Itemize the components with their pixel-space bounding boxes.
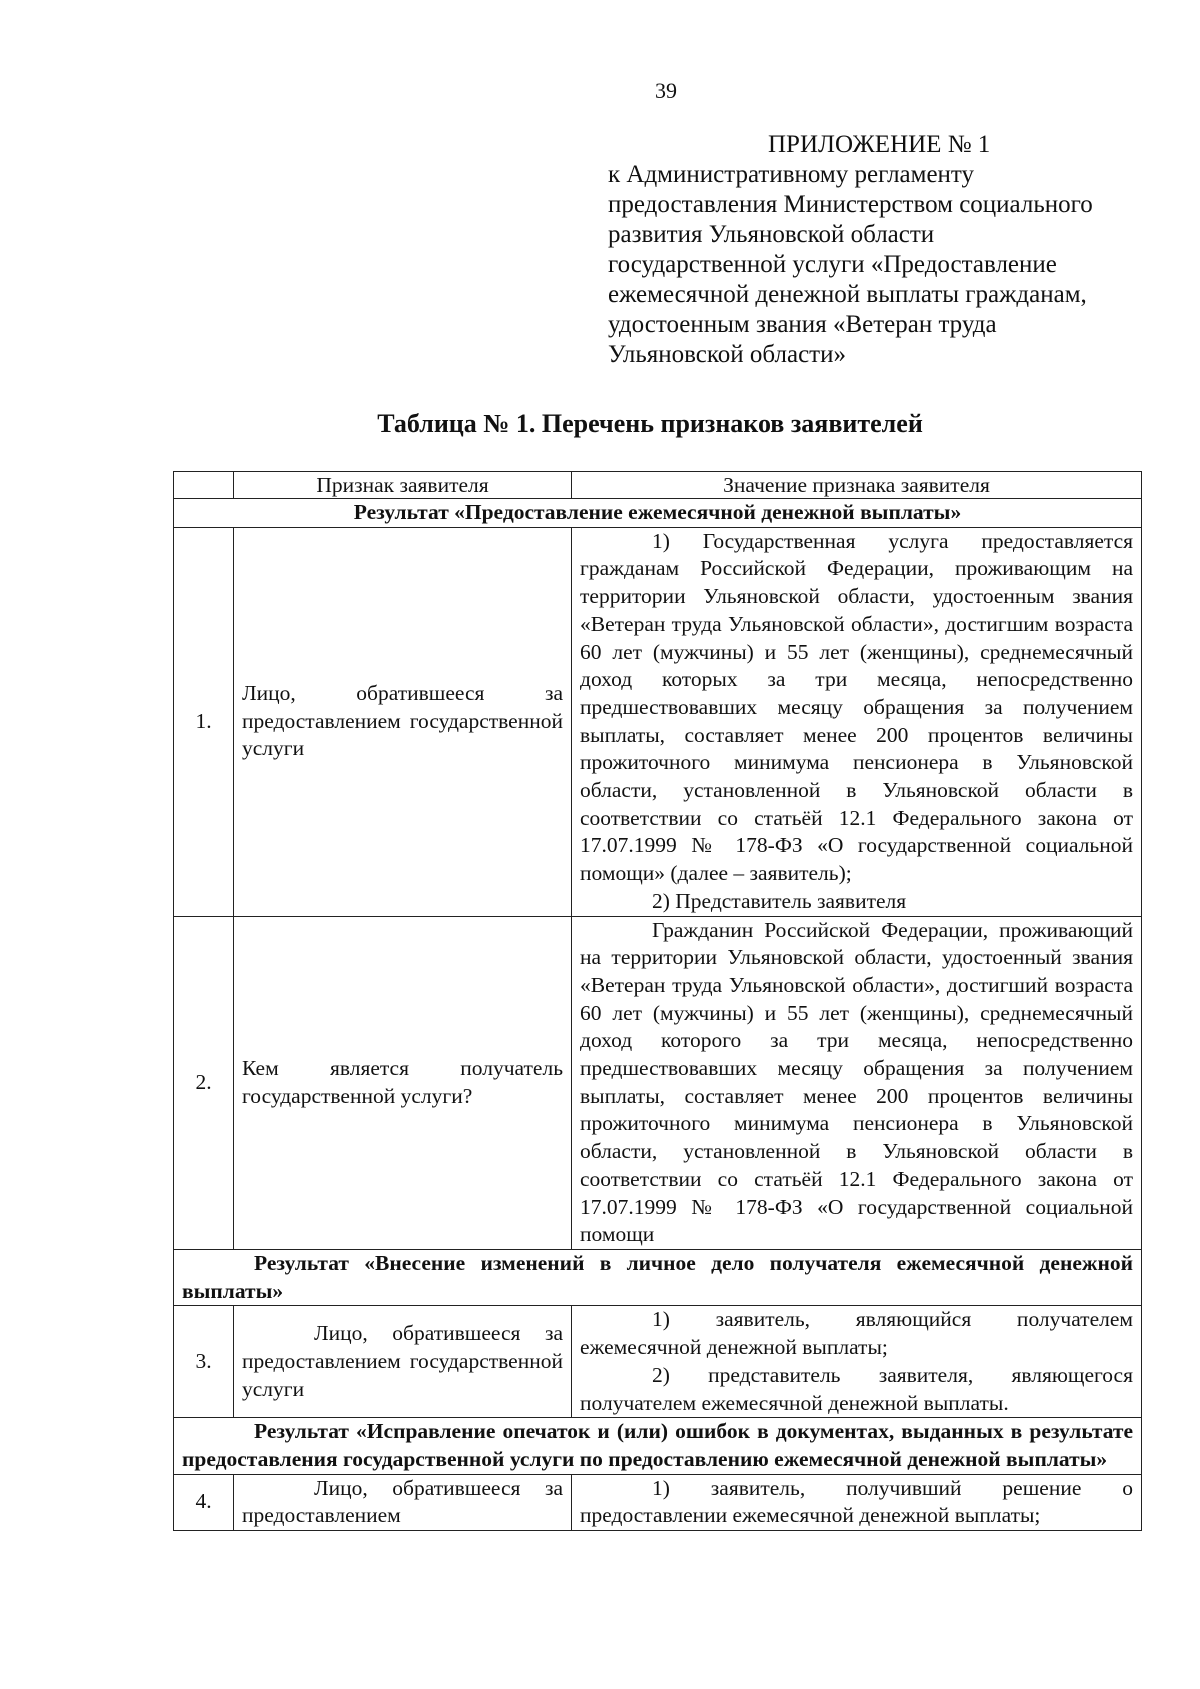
table-row (174, 1306, 1142, 1418)
appendix-line: развития Ульяновской области (608, 221, 935, 248)
applicant-signs-table (173, 471, 1142, 1531)
row-sign (234, 1306, 572, 1418)
row-value (572, 1306, 1142, 1418)
appendix-line: государственной услуги «Предоставление (608, 251, 1057, 278)
section-row (174, 1249, 1142, 1305)
appendix-block (608, 130, 1168, 370)
sign-text: Лицо, обратившееся за предоставлением (242, 1475, 563, 1528)
row-sign (234, 916, 572, 1249)
table-title: Таблица № 1. Перечень признаков заявителей (377, 409, 923, 438)
row-value (572, 527, 1142, 916)
sign-text: Лицо, обратившееся за предоставлением государственной услуги (242, 681, 563, 761)
table-row (174, 527, 1142, 916)
value-paragraph: 1) заявитель, являющийся получателем ежемесячной денежной выплаты; (580, 1307, 1133, 1360)
sign-text: Кем является получатель государственной услуги? (242, 1056, 563, 1108)
appendix-line: ежемесячной денежной выплаты гражданам, (608, 281, 1087, 308)
value-paragraph: Гражданин Российской Федерации, проживающий на территории Ульяновской области, удостоенный звания «Ветеран труда Ульяновской области», достигший возраста 60 лет (мужчины) и 55 лет (женщины), среднемесячный доход которого за три месяца, непосредственно предшествовавших месяцу обращения за получением выплаты, составляет менее 200 процентов величины прожиточного минимума пенсионера в Ульяновской области, установленной в Ульяновской области в соответствии со статьёй 12.1 Федерального закона от 17.07.1999 № 178-ФЗ «О государственной социальной помощи (580, 917, 1133, 1247)
value-paragraph: 2) Представитель заявителя (652, 888, 907, 913)
row-number: 3. (174, 1306, 234, 1418)
value-paragraph: 1) заявитель, получивший решение о предоставлении ежемесячной денежной выплаты; (580, 1475, 1133, 1528)
row-number: 4. (174, 1474, 234, 1530)
page-number: 39 (655, 78, 677, 103)
row-number: 2. (174, 916, 234, 1249)
section-row (174, 1418, 1142, 1474)
appendix-title: ПРИЛОЖЕНИЕ № 1 (768, 131, 991, 158)
value-paragraph: 2) представитель заявителя, являющегося получателем ежемесячной денежной выплаты. (580, 1362, 1133, 1415)
appendix-line: предоставления Министерством социального (608, 191, 1093, 218)
row-value (572, 916, 1142, 1249)
header-value: Значение признака заявителя (572, 472, 1142, 499)
table-header-row (174, 472, 1142, 499)
row-value (572, 1474, 1142, 1530)
row-number: 1. (174, 527, 234, 916)
appendix-line: Ульяновской области» (608, 341, 846, 368)
row-sign (234, 527, 572, 916)
section-title: Результат «Исправление опечаток и (или) ошибок в документах, выданных в результате предоставления государственной услуги по предоставлению ежемесячной денежной выплаты» (174, 1418, 1142, 1474)
sign-text: Лицо, обратившееся за предоставлением государственной услуги (242, 1321, 563, 1401)
header-sign: Признак заявителя (234, 472, 572, 499)
table-row (174, 1474, 1142, 1530)
value-paragraph: 1) Государственная услуга предоставляется гражданам Российской Федерации, проживающим на территории Ульяновской области, удостоенным звания «Ветеран труда Ульяновской области», достигшим возраста 60 лет (мужчины) и 55 лет (женщины), среднемесячный доход которых за три месяца, непосредственно предшествовавших месяцу обращения за получением выплаты, составляет менее 200 процентов величины прожиточного минимума пенсионера в Ульяновской области, установленной в Ульяновской области в соответствии со статьёй 12.1 Федерального закона от 17.07.1999 № 178-ФЗ «О государственной социальной помощи» (далее – заявитель); (580, 528, 1133, 886)
section-title: Результат «Внесение изменений в личное дело получателя ежемесячной денежной выплаты» (174, 1249, 1142, 1305)
section-title: Результат «Предоставление ежемесячной денежной выплаты» (174, 499, 1142, 528)
row-sign (234, 1474, 572, 1530)
appendix-line: удостоенным звания «Ветеран труда (608, 311, 997, 338)
header-num (174, 472, 234, 499)
section-row (174, 499, 1142, 528)
table-row (174, 916, 1142, 1249)
appendix-line: к Административному регламенту (608, 161, 975, 188)
